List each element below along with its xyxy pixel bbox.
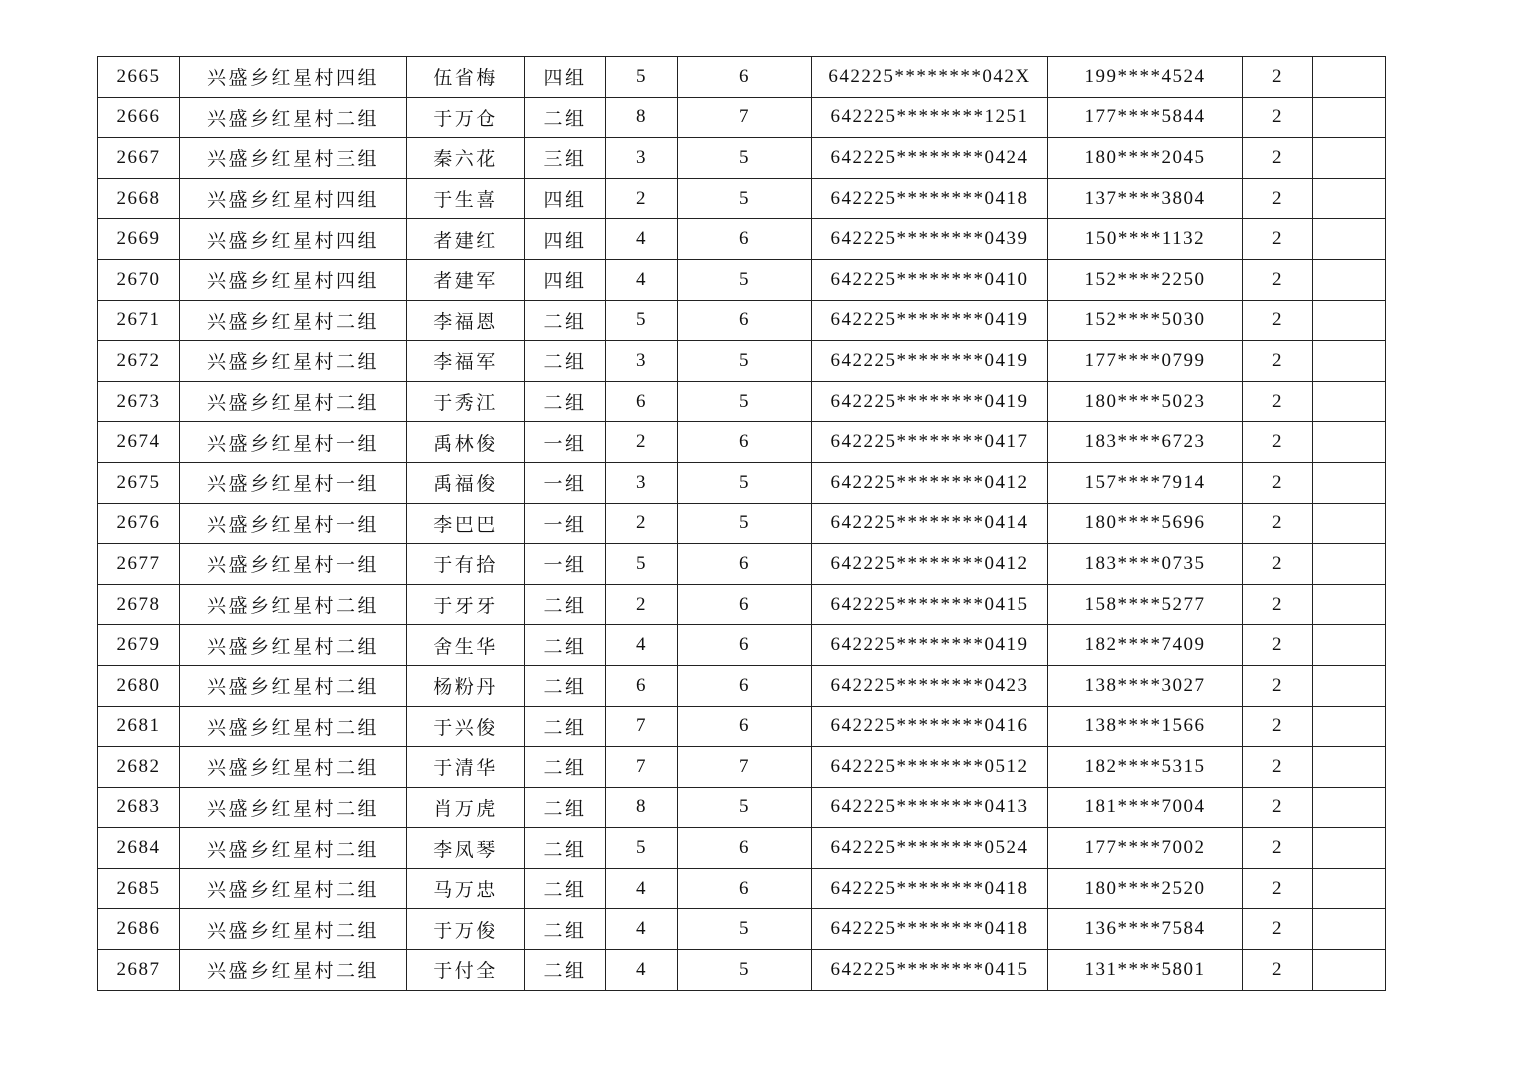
table-row <box>98 868 1386 909</box>
group-cell: 二组 <box>525 300 606 341</box>
name-cell: 杨粉丹 <box>407 665 525 706</box>
group-cell: 二组 <box>525 625 606 666</box>
address-cell: 兴盛乡红星村二组 <box>180 747 407 788</box>
remarks-cell <box>1313 909 1386 950</box>
table-row <box>98 787 1386 828</box>
table-row <box>98 828 1386 869</box>
group-cell: 三组 <box>525 138 606 179</box>
remarks-cell <box>1313 178 1386 219</box>
remarks-cell <box>1313 57 1386 98</box>
count-a-cell: 2 <box>606 422 678 463</box>
id-number-cell: 642225********0417 <box>812 422 1048 463</box>
serial-number-cell: 2667 <box>98 138 180 179</box>
count-a-cell: 2 <box>606 503 678 544</box>
address-cell: 兴盛乡红星村二组 <box>180 665 407 706</box>
table-row <box>98 341 1386 382</box>
table-row <box>98 747 1386 788</box>
group-cell: 二组 <box>525 950 606 991</box>
status-code-cell: 2 <box>1243 341 1313 382</box>
phone-number-cell: 131****5801 <box>1048 950 1243 991</box>
id-number-cell: 642225********0418 <box>812 178 1048 219</box>
name-cell: 于万仓 <box>407 97 525 138</box>
status-code-cell: 2 <box>1243 259 1313 300</box>
phone-number-cell: 180****5023 <box>1048 381 1243 422</box>
count-a-cell: 5 <box>606 828 678 869</box>
table-row <box>98 259 1386 300</box>
id-number-cell: 642225********0410 <box>812 259 1048 300</box>
group-cell: 二组 <box>525 584 606 625</box>
name-cell: 于付全 <box>407 950 525 991</box>
remarks-cell <box>1313 219 1386 260</box>
name-cell: 于有拾 <box>407 544 525 585</box>
table-row <box>98 138 1386 179</box>
name-cell: 李巴巴 <box>407 503 525 544</box>
status-code-cell: 2 <box>1243 828 1313 869</box>
phone-number-cell: 182****7409 <box>1048 625 1243 666</box>
count-a-cell: 7 <box>606 747 678 788</box>
name-cell: 于生喜 <box>407 178 525 219</box>
phone-number-cell: 180****2045 <box>1048 138 1243 179</box>
address-cell: 兴盛乡红星村二组 <box>180 950 407 991</box>
count-b-cell: 5 <box>678 178 812 219</box>
name-cell: 秦六花 <box>407 138 525 179</box>
address-cell: 兴盛乡红星村二组 <box>180 97 407 138</box>
name-cell: 于兴俊 <box>407 706 525 747</box>
name-cell: 李福恩 <box>407 300 525 341</box>
count-a-cell: 3 <box>606 462 678 503</box>
status-code-cell: 2 <box>1243 665 1313 706</box>
serial-number-cell: 2677 <box>98 544 180 585</box>
remarks-cell <box>1313 300 1386 341</box>
id-number-cell: 642225********0415 <box>812 950 1048 991</box>
phone-number-cell: 181****7004 <box>1048 787 1243 828</box>
id-number-cell: 642225********0412 <box>812 462 1048 503</box>
id-number-cell: 642225********0423 <box>812 665 1048 706</box>
name-cell: 者建红 <box>407 219 525 260</box>
remarks-cell <box>1313 462 1386 503</box>
remarks-cell <box>1313 828 1386 869</box>
group-cell: 二组 <box>525 909 606 950</box>
phone-number-cell: 152****5030 <box>1048 300 1243 341</box>
status-code-cell: 2 <box>1243 706 1313 747</box>
name-cell: 禹林俊 <box>407 422 525 463</box>
remarks-cell <box>1313 706 1386 747</box>
name-cell: 于清华 <box>407 747 525 788</box>
serial-number-cell: 2672 <box>98 341 180 382</box>
remarks-cell <box>1313 665 1386 706</box>
table-row <box>98 462 1386 503</box>
phone-number-cell: 138****3027 <box>1048 665 1243 706</box>
group-cell: 二组 <box>525 665 606 706</box>
id-number-cell: 642225********0424 <box>812 138 1048 179</box>
phone-number-cell: 183****6723 <box>1048 422 1243 463</box>
table-row <box>98 381 1386 422</box>
table-row <box>98 625 1386 666</box>
group-cell: 二组 <box>525 868 606 909</box>
phone-number-cell: 150****1132 <box>1048 219 1243 260</box>
address-cell: 兴盛乡红星村四组 <box>180 219 407 260</box>
name-cell: 禹福俊 <box>407 462 525 503</box>
group-cell: 二组 <box>525 747 606 788</box>
address-cell: 兴盛乡红星村二组 <box>180 868 407 909</box>
name-cell: 于秀江 <box>407 381 525 422</box>
count-b-cell: 5 <box>678 341 812 382</box>
group-cell: 四组 <box>525 178 606 219</box>
name-cell: 于牙牙 <box>407 584 525 625</box>
id-number-cell: 642225********0412 <box>812 544 1048 585</box>
count-a-cell: 4 <box>606 909 678 950</box>
id-number-cell: 642225********0439 <box>812 219 1048 260</box>
name-cell: 肖万虎 <box>407 787 525 828</box>
household-table <box>97 56 1386 991</box>
remarks-cell <box>1313 422 1386 463</box>
table-row <box>98 503 1386 544</box>
id-number-cell: 642225********0418 <box>812 868 1048 909</box>
address-cell: 兴盛乡红星村二组 <box>180 625 407 666</box>
id-number-cell: 642225********0419 <box>812 341 1048 382</box>
status-code-cell: 2 <box>1243 97 1313 138</box>
phone-number-cell: 136****7584 <box>1048 909 1243 950</box>
status-code-cell: 2 <box>1243 950 1313 991</box>
phone-number-cell: 138****1566 <box>1048 706 1243 747</box>
count-a-cell: 4 <box>606 625 678 666</box>
table-row <box>98 300 1386 341</box>
count-b-cell: 5 <box>678 138 812 179</box>
serial-number-cell: 2681 <box>98 706 180 747</box>
id-number-cell: 642225********0415 <box>812 584 1048 625</box>
serial-number-cell: 2666 <box>98 97 180 138</box>
count-b-cell: 5 <box>678 950 812 991</box>
table-row <box>98 178 1386 219</box>
count-a-cell: 6 <box>606 665 678 706</box>
serial-number-cell: 2679 <box>98 625 180 666</box>
count-a-cell: 4 <box>606 950 678 991</box>
id-number-cell: 642225********0418 <box>812 909 1048 950</box>
serial-number-cell: 2671 <box>98 300 180 341</box>
status-code-cell: 2 <box>1243 625 1313 666</box>
count-a-cell: 4 <box>606 219 678 260</box>
table-body <box>98 57 1386 991</box>
group-cell: 二组 <box>525 97 606 138</box>
remarks-cell <box>1313 868 1386 909</box>
serial-number-cell: 2669 <box>98 219 180 260</box>
address-cell: 兴盛乡红星村一组 <box>180 462 407 503</box>
table-row <box>98 584 1386 625</box>
remarks-cell <box>1313 584 1386 625</box>
remarks-cell <box>1313 381 1386 422</box>
status-code-cell: 2 <box>1243 381 1313 422</box>
status-code-cell: 2 <box>1243 462 1313 503</box>
count-a-cell: 4 <box>606 868 678 909</box>
status-code-cell: 2 <box>1243 57 1313 98</box>
count-a-cell: 5 <box>606 57 678 98</box>
serial-number-cell: 2670 <box>98 259 180 300</box>
address-cell: 兴盛乡红星村二组 <box>180 706 407 747</box>
id-number-cell: 642225********0414 <box>812 503 1048 544</box>
count-b-cell: 5 <box>678 503 812 544</box>
count-b-cell: 6 <box>678 219 812 260</box>
address-cell: 兴盛乡红星村二组 <box>180 584 407 625</box>
serial-number-cell: 2675 <box>98 462 180 503</box>
serial-number-cell: 2665 <box>98 57 180 98</box>
remarks-cell <box>1313 138 1386 179</box>
table-row <box>98 422 1386 463</box>
phone-number-cell: 183****0735 <box>1048 544 1243 585</box>
count-b-cell: 5 <box>678 787 812 828</box>
status-code-cell: 2 <box>1243 584 1313 625</box>
remarks-cell <box>1313 544 1386 585</box>
address-cell: 兴盛乡红星村三组 <box>180 138 407 179</box>
count-b-cell: 6 <box>678 584 812 625</box>
address-cell: 兴盛乡红星村二组 <box>180 341 407 382</box>
phone-number-cell: 177****5844 <box>1048 97 1243 138</box>
status-code-cell: 2 <box>1243 787 1313 828</box>
count-b-cell: 6 <box>678 868 812 909</box>
id-number-cell: 642225********0419 <box>812 625 1048 666</box>
serial-number-cell: 2668 <box>98 178 180 219</box>
group-cell: 四组 <box>525 57 606 98</box>
count-b-cell: 6 <box>678 625 812 666</box>
count-a-cell: 5 <box>606 544 678 585</box>
phone-number-cell: 199****4524 <box>1048 57 1243 98</box>
id-number-cell: 642225********0512 <box>812 747 1048 788</box>
count-b-cell: 5 <box>678 381 812 422</box>
count-a-cell: 8 <box>606 787 678 828</box>
name-cell: 舍生华 <box>407 625 525 666</box>
status-code-cell: 2 <box>1243 909 1313 950</box>
address-cell: 兴盛乡红星村二组 <box>180 381 407 422</box>
count-a-cell: 3 <box>606 138 678 179</box>
remarks-cell <box>1313 950 1386 991</box>
id-number-cell: 642225********0419 <box>812 300 1048 341</box>
count-b-cell: 6 <box>678 422 812 463</box>
address-cell: 兴盛乡红星村二组 <box>180 787 407 828</box>
table-row <box>98 97 1386 138</box>
table-row <box>98 665 1386 706</box>
count-a-cell: 8 <box>606 97 678 138</box>
status-code-cell: 2 <box>1243 503 1313 544</box>
address-cell: 兴盛乡红星村二组 <box>180 909 407 950</box>
name-cell: 马万忠 <box>407 868 525 909</box>
count-a-cell: 3 <box>606 341 678 382</box>
group-cell: 二组 <box>525 381 606 422</box>
phone-number-cell: 157****7914 <box>1048 462 1243 503</box>
table-row <box>98 706 1386 747</box>
remarks-cell <box>1313 97 1386 138</box>
status-code-cell: 2 <box>1243 178 1313 219</box>
group-cell: 一组 <box>525 422 606 463</box>
serial-number-cell: 2685 <box>98 868 180 909</box>
status-code-cell: 2 <box>1243 747 1313 788</box>
count-b-cell: 5 <box>678 909 812 950</box>
remarks-cell <box>1313 747 1386 788</box>
serial-number-cell: 2676 <box>98 503 180 544</box>
name-cell: 者建军 <box>407 259 525 300</box>
id-number-cell: 642225********1251 <box>812 97 1048 138</box>
table-row <box>98 909 1386 950</box>
address-cell: 兴盛乡红星村二组 <box>180 828 407 869</box>
phone-number-cell: 137****3804 <box>1048 178 1243 219</box>
count-a-cell: 5 <box>606 300 678 341</box>
serial-number-cell: 2678 <box>98 584 180 625</box>
status-code-cell: 2 <box>1243 219 1313 260</box>
status-code-cell: 2 <box>1243 300 1313 341</box>
count-b-cell: 6 <box>678 665 812 706</box>
id-number-cell: 642225********0416 <box>812 706 1048 747</box>
address-cell: 兴盛乡红星村四组 <box>180 178 407 219</box>
group-cell: 四组 <box>525 259 606 300</box>
group-cell: 二组 <box>525 787 606 828</box>
table-row <box>98 950 1386 991</box>
count-b-cell: 5 <box>678 462 812 503</box>
id-number-cell: 642225********042X <box>812 57 1048 98</box>
name-cell: 于万俊 <box>407 909 525 950</box>
group-cell: 二组 <box>525 706 606 747</box>
count-b-cell: 6 <box>678 706 812 747</box>
remarks-cell <box>1313 503 1386 544</box>
group-cell: 二组 <box>525 828 606 869</box>
id-number-cell: 642225********0419 <box>812 381 1048 422</box>
count-a-cell: 7 <box>606 706 678 747</box>
status-code-cell: 2 <box>1243 544 1313 585</box>
table-row <box>98 57 1386 98</box>
count-a-cell: 6 <box>606 381 678 422</box>
name-cell: 李凤琴 <box>407 828 525 869</box>
serial-number-cell: 2686 <box>98 909 180 950</box>
count-b-cell: 5 <box>678 259 812 300</box>
count-b-cell: 6 <box>678 828 812 869</box>
phone-number-cell: 152****2250 <box>1048 259 1243 300</box>
remarks-cell <box>1313 787 1386 828</box>
phone-number-cell: 182****5315 <box>1048 747 1243 788</box>
remarks-cell <box>1313 341 1386 382</box>
remarks-cell <box>1313 625 1386 666</box>
group-cell: 二组 <box>525 341 606 382</box>
address-cell: 兴盛乡红星村一组 <box>180 422 407 463</box>
id-number-cell: 642225********0524 <box>812 828 1048 869</box>
name-cell: 李福军 <box>407 341 525 382</box>
name-cell: 伍省梅 <box>407 57 525 98</box>
address-cell: 兴盛乡红星村一组 <box>180 503 407 544</box>
count-a-cell: 2 <box>606 584 678 625</box>
table-row <box>98 219 1386 260</box>
status-code-cell: 2 <box>1243 868 1313 909</box>
serial-number-cell: 2673 <box>98 381 180 422</box>
group-cell: 四组 <box>525 219 606 260</box>
count-b-cell: 7 <box>678 97 812 138</box>
group-cell: 一组 <box>525 503 606 544</box>
serial-number-cell: 2683 <box>98 787 180 828</box>
address-cell: 兴盛乡红星村一组 <box>180 544 407 585</box>
status-code-cell: 2 <box>1243 422 1313 463</box>
address-cell: 兴盛乡红星村二组 <box>180 300 407 341</box>
serial-number-cell: 2682 <box>98 747 180 788</box>
phone-number-cell: 180****2520 <box>1048 868 1243 909</box>
phone-number-cell: 177****0799 <box>1048 341 1243 382</box>
count-a-cell: 2 <box>606 178 678 219</box>
count-b-cell: 6 <box>678 544 812 585</box>
group-cell: 一组 <box>525 462 606 503</box>
serial-number-cell: 2687 <box>98 950 180 991</box>
count-b-cell: 6 <box>678 300 812 341</box>
count-b-cell: 7 <box>678 747 812 788</box>
serial-number-cell: 2684 <box>98 828 180 869</box>
group-cell: 一组 <box>525 544 606 585</box>
count-b-cell: 6 <box>678 57 812 98</box>
serial-number-cell: 2680 <box>98 665 180 706</box>
address-cell: 兴盛乡红星村四组 <box>180 57 407 98</box>
table-row <box>98 544 1386 585</box>
phone-number-cell: 180****5696 <box>1048 503 1243 544</box>
id-number-cell: 642225********0413 <box>812 787 1048 828</box>
phone-number-cell: 177****7002 <box>1048 828 1243 869</box>
phone-number-cell: 158****5277 <box>1048 584 1243 625</box>
address-cell: 兴盛乡红星村四组 <box>180 259 407 300</box>
remarks-cell <box>1313 259 1386 300</box>
serial-number-cell: 2674 <box>98 422 180 463</box>
status-code-cell: 2 <box>1243 138 1313 179</box>
count-a-cell: 4 <box>606 259 678 300</box>
